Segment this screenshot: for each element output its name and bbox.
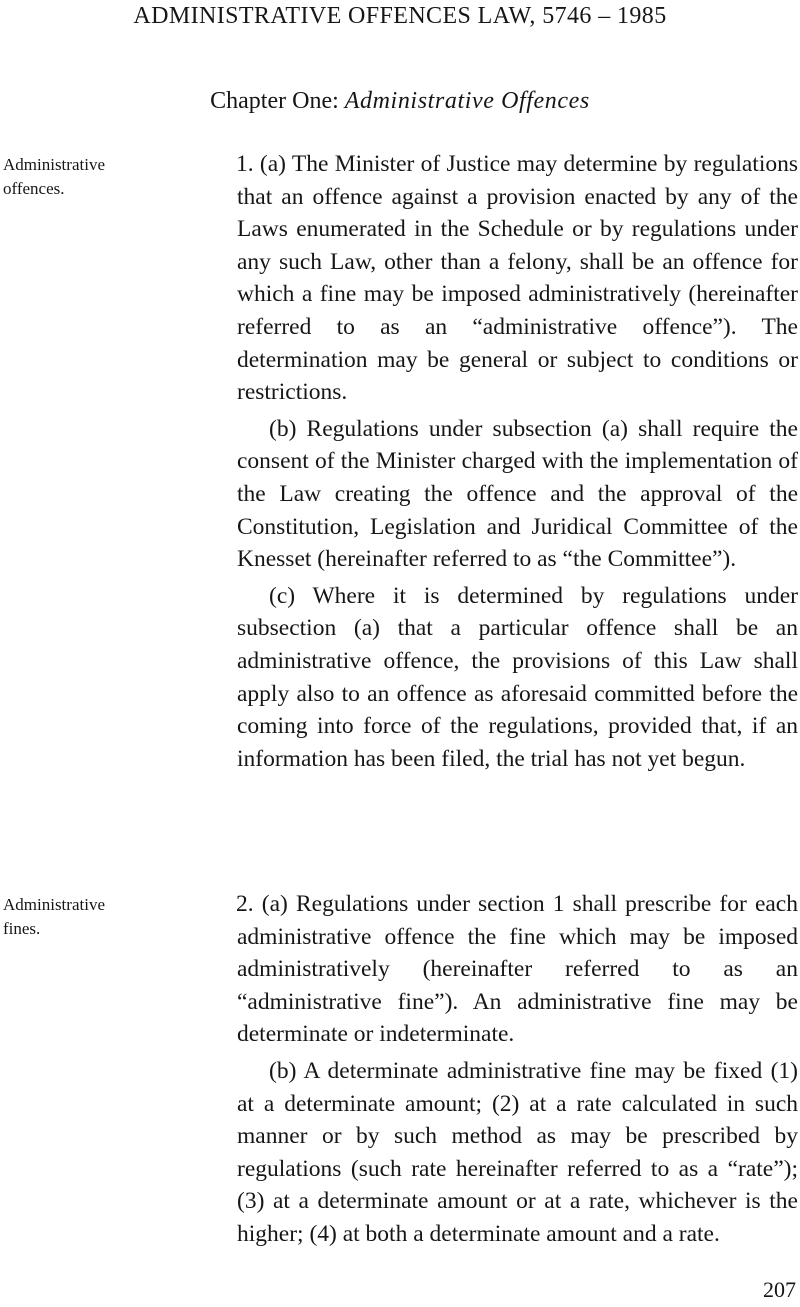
- paragraph-2a: 2. (a) Regulations under section 1 shall prescribe for each administrative offence the fine which may be imposed administratively (hereinafter referred to as an “administrative fine”). An administrative fine may be determinate or indeterminate.: [236, 891, 798, 1048]
- marginal-note: [3, 153, 153, 201]
- chapter-label: Chapter One:: [210, 88, 339, 114]
- marginal-note-line: offences.: [3, 179, 65, 198]
- marginal-note: [3, 893, 153, 941]
- chapter-title: Administrative Offences: [344, 88, 590, 114]
- marginal-note-line: fines.: [3, 919, 41, 938]
- marginal-note-line: Administrative: [3, 155, 105, 174]
- running-header: ADMINISTRATIVE OFFENCES LAW, 5746 – 1985: [133, 3, 667, 29]
- chapter-heading: [0, 86, 800, 116]
- paragraph-1c: (c) Where it is determined by regulations under subsection (a) that a particular offence shall be an administrative offence, the provisions of this Law shall apply also to an offence as aforesaid committed before the coming into force of the regulations, provided that, if an information has been filed, the trial has not yet begun.: [237, 582, 798, 772]
- paragraph-2b: (b) A determinate administrative fine may be fixed (1) at a determinate amount; (2) at a rate calculated in such manner or by such method as may be prescribed by regulations (such rate hereinafter referred to as a “rate”); (3) at a determinate amount or at a rate, whichever is the higher; (4) at both a determinate amount and a rate.: [237, 1057, 798, 1247]
- marginal-note-line: Administrative: [3, 895, 105, 914]
- paragraph-1b: (b) Regulations under subsection (a) shall require the consent of the Minister charged with the implementation of the Law creating the offence and the approval of the Constitution, Legislation and Juridical Committee of the Knesset (hereinafter referred to as “the Committee”).: [237, 415, 798, 573]
- page-number: 207: [763, 1277, 796, 1302]
- section-body: [237, 888, 798, 1255]
- section-body: [237, 148, 798, 779]
- paragraph-1a: 1. (a) The Minister of Justice may determine by regulations that an offence against a provision enacted by any of the Laws enumerated in the Schedule or by regulations under any such Law, other than a felony, shall be an offence for which a fine may be imposed administratively (hereinafter referred to as an “administrative offence”). The determination may be general or subject to conditions or restrictions.: [236, 151, 798, 406]
